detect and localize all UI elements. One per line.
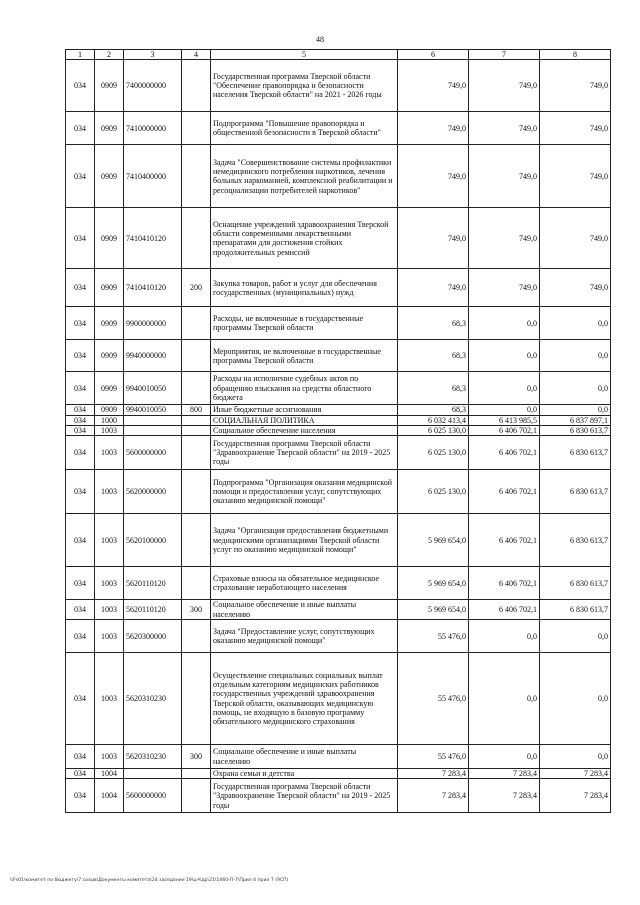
header-cell: 3 — [124, 50, 182, 60]
cell-amount-2026: 749,0 — [540, 145, 611, 208]
cell-expense-type: 300 — [182, 745, 211, 769]
cell-gp: 034 — [66, 745, 95, 769]
table-row — [66, 425, 611, 435]
cell-target-article: 5620000000 — [124, 470, 182, 514]
cell-description: Социальное обеспечение населения — [211, 425, 398, 435]
cell-expense-type — [182, 470, 211, 514]
cell-amount-2024: 7 283,4 — [398, 779, 469, 813]
cell-amount-2025: 0,0 — [469, 745, 540, 769]
cell-target-article: 5620310230 — [124, 653, 182, 745]
cell-target-article: 9940000000 — [124, 340, 182, 372]
cell-amount-2025: 0,0 — [469, 653, 540, 745]
cell-amount-2026: 7 283,4 — [540, 779, 611, 813]
cell-amount-2025: 0,0 — [469, 307, 540, 340]
cell-amount-2024: 749,0 — [398, 112, 469, 145]
cell-gp: 034 — [66, 60, 95, 112]
table-row — [66, 415, 611, 425]
cell-target-article: 9940010050 — [124, 405, 182, 415]
cell-expense-type — [182, 425, 211, 435]
cell-amount-2025: 0,0 — [469, 340, 540, 372]
cell-amount-2024: 6 025 130,0 — [398, 436, 469, 470]
cell-description: Осуществление специальных социальных выплат отдельным категориям медицинских работников государственных учреждений здравоохранения Тверской области, оказывающих медицинскую помощь, не входящую в базовую программу обязательного медицинского страхования — [211, 653, 398, 745]
page-number: 48 — [316, 35, 324, 44]
cell-expense-type — [182, 779, 211, 813]
cell-amount-2025: 6 406 702,1 — [469, 567, 540, 600]
cell-gp: 034 — [66, 405, 95, 415]
cell-amount-2024: 749,0 — [398, 60, 469, 112]
cell-expense-type — [182, 112, 211, 145]
cell-amount-2025: 749,0 — [469, 112, 540, 145]
cell-description: Государственная программа Тверской области "Обеспечение правопорядка и безопасности населения Тверской области" на 2021 - 2026 годы — [211, 60, 398, 112]
cell-amount-2026: 6 830 613,7 — [540, 470, 611, 514]
cell-description: Социальное обеспечение и иные выплаты населению — [211, 745, 398, 769]
table-row — [66, 653, 611, 745]
cell-gp: 034 — [66, 779, 95, 813]
table-row — [66, 514, 611, 567]
cell-expense-type: 200 — [182, 269, 211, 307]
cell-gp: 034 — [66, 600, 95, 620]
cell-section: 1003 — [95, 653, 124, 745]
cell-gp: 034 — [66, 208, 95, 269]
cell-target-article: 5600000000 — [124, 436, 182, 470]
cell-section: 1000 — [95, 415, 124, 425]
table-row — [66, 307, 611, 340]
cell-target-article — [124, 415, 182, 425]
cell-description: Государственная программа Тверской области "Здравоохранение Тверской области" на 2019 - 2025 годы — [211, 436, 398, 470]
cell-amount-2025: 749,0 — [469, 269, 540, 307]
cell-section: 1003 — [95, 514, 124, 567]
table-row — [66, 567, 611, 600]
cell-amount-2026: 0,0 — [540, 620, 611, 653]
table-row — [66, 60, 611, 112]
cell-amount-2026: 6 830 613,7 — [540, 600, 611, 620]
header-cell: 7 — [469, 50, 540, 60]
cell-expense-type — [182, 514, 211, 567]
cell-gp: 034 — [66, 145, 95, 208]
cell-amount-2024: 68,3 — [398, 372, 469, 405]
header-cell: 5 — [211, 50, 398, 60]
table-header-row — [66, 50, 611, 60]
cell-amount-2024: 5 969 654,0 — [398, 600, 469, 620]
cell-description: Мероприятия, не включенные в государственные программы Тверской области — [211, 340, 398, 372]
cell-amount-2024: 68,3 — [398, 405, 469, 415]
budget-table — [65, 49, 611, 813]
cell-expense-type — [182, 653, 211, 745]
cell-description: Расходы, не включенные в государственные программы Тверской области — [211, 307, 398, 340]
cell-target-article: 5600000000 — [124, 779, 182, 813]
table-row — [66, 745, 611, 769]
cell-gp: 034 — [66, 415, 95, 425]
table-row — [66, 436, 611, 470]
cell-target-article: 7410000000 — [124, 112, 182, 145]
header-cell: 6 — [398, 50, 469, 60]
cell-amount-2025: 749,0 — [469, 145, 540, 208]
cell-expense-type — [182, 340, 211, 372]
cell-target-article: 5620310230 — [124, 745, 182, 769]
cell-gp: 034 — [66, 307, 95, 340]
header-cell: 1 — [66, 50, 95, 60]
cell-target-article — [124, 425, 182, 435]
cell-amount-2025: 6 406 702,1 — [469, 470, 540, 514]
cell-expense-type: 800 — [182, 405, 211, 415]
cell-amount-2025: 749,0 — [469, 60, 540, 112]
cell-section: 1003 — [95, 600, 124, 620]
cell-amount-2024: 749,0 — [398, 269, 469, 307]
table-row — [66, 269, 611, 307]
cell-target-article: 7410410120 — [124, 269, 182, 307]
cell-amount-2025: 7 283,4 — [469, 779, 540, 813]
file-path-footer: \\Fs01\комитет по бюджету\7 созыв\Документы комитета\24 заседание 19\ц-Кдр\21\1460-П-7\Прил 4 прил 7 (9СП) — [10, 878, 289, 883]
cell-description: Задача "Организация предоставления бюджетными медицинскими организациями Тверской области услуг по оказанию медицинской помощи" — [211, 514, 398, 567]
cell-amount-2026: 749,0 — [540, 208, 611, 269]
cell-amount-2026: 0,0 — [540, 405, 611, 415]
cell-target-article: 5620110120 — [124, 600, 182, 620]
header-cell: 2 — [95, 50, 124, 60]
cell-amount-2025: 0,0 — [469, 405, 540, 415]
cell-description: Расходы на исполнение судебных актов по обращению взыскания на средства областного бюджета — [211, 372, 398, 405]
cell-description: Подпрограмма "Повышение правопорядка и общественной безопасности в Тверской области" — [211, 112, 398, 145]
cell-amount-2024: 55 476,0 — [398, 653, 469, 745]
cell-amount-2025: 6 413 985,5 — [469, 415, 540, 425]
table-row — [66, 620, 611, 653]
cell-amount-2024: 749,0 — [398, 145, 469, 208]
cell-amount-2026: 6 837 897,1 — [540, 415, 611, 425]
table-row — [66, 112, 611, 145]
cell-section: 0909 — [95, 340, 124, 372]
cell-expense-type — [182, 567, 211, 600]
cell-section: 1004 — [95, 779, 124, 813]
cell-expense-type — [182, 769, 211, 779]
cell-amount-2024: 55 476,0 — [398, 620, 469, 653]
cell-amount-2025: 7 283,4 — [469, 769, 540, 779]
cell-description: Задача "Совершенствование системы профилактики немедицинского потребления наркотиков, лечения больных наркоманией, комплексной реабилитации и ресоциализации потребителей наркотиков" — [211, 145, 398, 208]
cell-gp: 034 — [66, 425, 95, 435]
cell-gp: 034 — [66, 470, 95, 514]
cell-section: 0909 — [95, 208, 124, 269]
cell-description: Подпрограмма "Организация оказания медицинской помощи и предоставления услуг, сопутствующих оказанию медицинской помощи" — [211, 470, 398, 514]
cell-expense-type — [182, 436, 211, 470]
cell-section: 0909 — [95, 269, 124, 307]
cell-expense-type — [182, 208, 211, 269]
cell-target-article: 7410400000 — [124, 145, 182, 208]
cell-amount-2025: 6 406 702,1 — [469, 436, 540, 470]
cell-amount-2026: 749,0 — [540, 112, 611, 145]
cell-gp: 034 — [66, 340, 95, 372]
cell-description: Задача "Предоставление услуг, сопутствующих оказанию медицинской помощи" — [211, 620, 398, 653]
cell-target-article: 9940010050 — [124, 372, 182, 405]
cell-amount-2026: 0,0 — [540, 307, 611, 340]
cell-section: 1003 — [95, 470, 124, 514]
cell-section: 0909 — [95, 372, 124, 405]
cell-target-article: 5620100000 — [124, 514, 182, 567]
cell-amount-2025: 6 406 702,1 — [469, 600, 540, 620]
cell-amount-2024: 5 969 654,0 — [398, 567, 469, 600]
cell-gp: 034 — [66, 112, 95, 145]
cell-section: 0909 — [95, 405, 124, 415]
cell-amount-2026: 6 830 613,7 — [540, 514, 611, 567]
cell-amount-2024: 6 032 413,4 — [398, 415, 469, 425]
cell-description: Закупка товаров, работ и услуг для обеспечения государственных (муниципальных) нужд — [211, 269, 398, 307]
cell-amount-2026: 0,0 — [540, 745, 611, 769]
cell-amount-2024: 5 969 654,0 — [398, 514, 469, 567]
cell-section: 1003 — [95, 567, 124, 600]
header-cell: 4 — [182, 50, 211, 60]
cell-expense-type — [182, 60, 211, 112]
cell-gp: 034 — [66, 620, 95, 653]
cell-expense-type: 300 — [182, 600, 211, 620]
cell-description: Охрана семьи и детства — [211, 769, 398, 779]
cell-amount-2025: 0,0 — [469, 620, 540, 653]
cell-description: Государственная программа Тверской области "Здравоохранение Тверской области" на 2019 - 2025 годы — [211, 779, 398, 813]
table-row — [66, 769, 611, 779]
cell-section: 1003 — [95, 436, 124, 470]
cell-amount-2025: 6 406 702,1 — [469, 514, 540, 567]
cell-amount-2025: 0,0 — [469, 372, 540, 405]
cell-gp: 034 — [66, 567, 95, 600]
cell-amount-2026: 6 830 613,7 — [540, 567, 611, 600]
cell-amount-2024: 749,0 — [398, 208, 469, 269]
cell-target-article: 5620300000 — [124, 620, 182, 653]
cell-amount-2026: 7 283,4 — [540, 769, 611, 779]
cell-section: 0909 — [95, 60, 124, 112]
cell-target-article: 7410410120 — [124, 208, 182, 269]
cell-amount-2026: 0,0 — [540, 653, 611, 745]
cell-amount-2024: 68,3 — [398, 340, 469, 372]
cell-section: 1003 — [95, 425, 124, 435]
cell-section: 1003 — [95, 745, 124, 769]
table-row — [66, 405, 611, 415]
cell-gp: 034 — [66, 436, 95, 470]
cell-target-article — [124, 769, 182, 779]
cell-expense-type — [182, 620, 211, 653]
table-row — [66, 470, 611, 514]
cell-section: 0909 — [95, 112, 124, 145]
cell-amount-2026: 0,0 — [540, 372, 611, 405]
table-row — [66, 372, 611, 405]
cell-expense-type — [182, 415, 211, 425]
cell-expense-type — [182, 307, 211, 340]
cell-amount-2025: 749,0 — [469, 208, 540, 269]
table-row — [66, 340, 611, 372]
cell-gp: 034 — [66, 514, 95, 567]
cell-section: 0909 — [95, 145, 124, 208]
cell-target-article: 9900000000 — [124, 307, 182, 340]
table-row — [66, 145, 611, 208]
cell-description: Оснащение учреждений здравоохранения Тверской области современными лекарственными препаратами для достижения стойких продолжительных ремиссий — [211, 208, 398, 269]
cell-amount-2025: 6 406 702,1 — [469, 425, 540, 435]
cell-description: Страховые взносы на обязательное медицинское страхование неработающего населения — [211, 567, 398, 600]
cell-gp: 034 — [66, 372, 95, 405]
cell-expense-type — [182, 372, 211, 405]
cell-target-article: 7400000000 — [124, 60, 182, 112]
cell-section: 1003 — [95, 620, 124, 653]
cell-amount-2026: 749,0 — [540, 269, 611, 307]
cell-amount-2026: 749,0 — [540, 60, 611, 112]
cell-target-article: 5620110120 — [124, 567, 182, 600]
cell-amount-2024: 6 025 130,0 — [398, 470, 469, 514]
cell-amount-2024: 55 476,0 — [398, 745, 469, 769]
cell-amount-2024: 6 025 130,0 — [398, 425, 469, 435]
cell-amount-2026: 6 830 613,7 — [540, 425, 611, 435]
table-row — [66, 600, 611, 620]
cell-description: Социальное обеспечение и иные выплаты населению — [211, 600, 398, 620]
cell-gp: 034 — [66, 269, 95, 307]
cell-amount-2024: 7 283,4 — [398, 769, 469, 779]
cell-amount-2026: 6 830 613,7 — [540, 436, 611, 470]
cell-amount-2024: 68,3 — [398, 307, 469, 340]
cell-section: 1004 — [95, 769, 124, 779]
cell-gp: 034 — [66, 653, 95, 745]
cell-expense-type — [182, 145, 211, 208]
cell-amount-2026: 0,0 — [540, 340, 611, 372]
header-cell: 8 — [540, 50, 611, 60]
table-row — [66, 779, 611, 813]
cell-gp: 034 — [66, 769, 95, 779]
table-row — [66, 208, 611, 269]
cell-description: СОЦИАЛЬНАЯ ПОЛИТИКА — [211, 415, 398, 425]
cell-description: Иные бюджетные ассигнования — [211, 405, 398, 415]
cell-section: 0909 — [95, 307, 124, 340]
